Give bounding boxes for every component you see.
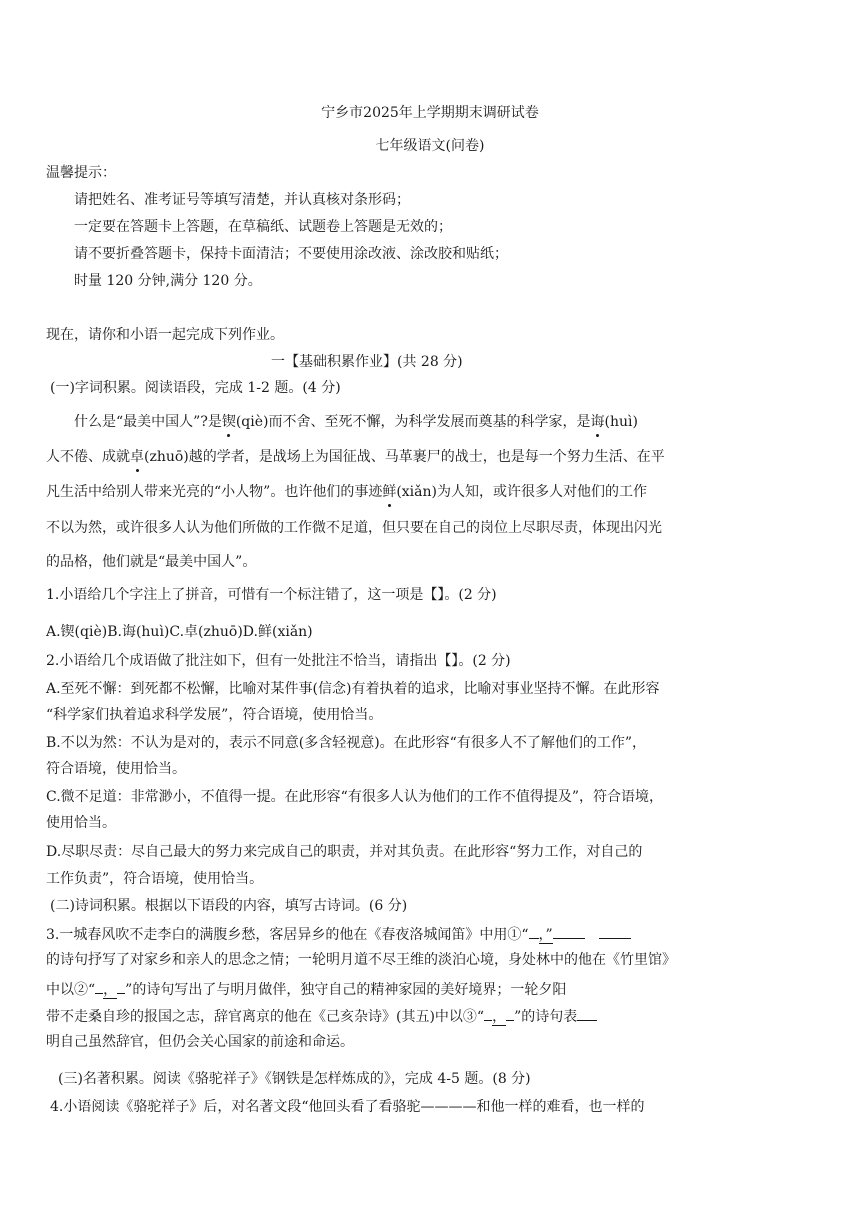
question-3-line-4: 带不走桑自珍的报国之志，辞官离京的他在《己亥杂诗》(其五)中以③“ ， ”的诗句表 [46,1006,597,1026]
dotted-char: 卓 [130,449,144,465]
q2-option-a: A.至死不懈：到死都不松懈，比喻对某件事(信念)有着执着的追求，比喻对事业坚持不懈。在此形容 [46,681,660,697]
intro-text: 现在，请你和小语一起完成下列作业。 [46,327,284,343]
question-4-stem: 4.小语阅读《骆驼祥子》后，对名著文段“他回头看了看骆驼————和他一样的难看，也一样的 [50,1099,645,1115]
tip-item: 一定要在答题卡上答题，在草稿纸、试题卷上答题是无效的； [74,219,452,235]
part2-heading: (二)诗词积累。根据以下语段的内容，填写古诗词。(6 分) [50,898,408,914]
dotted-char: 诲 [590,414,605,430]
passage-line-4: 不以为然，或许很多人认为他们所做的工作微不足道，但只要在自己的岗位上尽职尽责，体现出闪光 [46,520,662,536]
part3-heading: (三)名著积累。阅读《骆驼祥子》《钢铁是怎样炼成的》，完成 4-5 题。(8 分) [58,1071,531,1087]
question-3-line-1: 3.一城春风吹不走李白的满腹乡愁，客居异乡的他在《春夜洛城闻笛》中用①“ ，” [46,924,631,944]
question-3-line-5: 明自己虽然辞官，但仍会关心国家的前途和命运。 [46,1034,354,1050]
tip-item: 请不要折叠答题卡，保持卡面清洁；不要使用涂改液、涂改胶和贴纸； [74,246,508,262]
question-1-options: A.锲(qiè)B.诲(huì)C.卓(zhuō)D.鲜(xiǎn) [46,624,313,640]
poem-blank[interactable] [95,979,103,994]
dotted-char: 锲 [221,414,236,430]
q2-option-d-cont: 工作负责”，符合语境，使用恰当。 [46,871,264,887]
passage-line-2: 人不倦、成就卓(zhuō)越的学者，是战场上为国征战、马革裹尸的战士，也是每一个努力生活、在平 [46,449,665,465]
passage-line-5: 的品格，他们就是“最美中国人”。 [46,554,257,570]
poem-blank[interactable] [553,924,585,939]
tip-item: 请把姓名、准考证号等填写清楚，并认真核对条形码； [74,192,410,208]
passage-line-1: 什么是“最美中国人”?是锲(qiè)而不舍、至死不懈，为科学发展而奠基的科学家，是诲(huì) [74,414,638,430]
poem-blank[interactable] [529,924,539,939]
section1-title: 一【基础积累作业】(共 28 分) [271,354,463,370]
tip-item: 时量 120 分钟,满分 120 分。 [74,273,262,289]
part1-heading: (一)字词积累。阅读语段，完成 1-2 题。(4 分) [50,380,341,396]
q2-option-b-cont: 符合语境，使用恰当。 [46,761,186,777]
poem-blank[interactable] [484,1006,492,1021]
poem-blank[interactable] [599,924,631,939]
exam-subtitle: 七年级语文(问卷) [375,138,485,154]
question-1-stem: 1.小语给几个字注上了拼音，可惜有一个标注错了，这一项是【】。(2 分) [46,587,497,603]
poem-blank[interactable] [117,979,125,994]
exam-title: 宁乡市2025年上学期期末调研试卷 [321,105,539,121]
question-3-line-2: 的诗句抒写了对家乡和亲人的思念之情；一轮明月道不尽王维的淡泊心境，身处林中的他在《竹里馆》 [46,952,676,968]
question-3-line-3: 中以②“ ， ”的诗句写出了与明月做伴，独守自己的精神家园的美好境界；一轮夕阳 [46,979,566,999]
question-2-stem: 2.小语给几个成语做了批注如下，但有一处批注不恰当，请指出【】。(2 分) [46,653,511,669]
poem-blank[interactable] [506,1006,514,1021]
q2-option-d: D.尽职尽责：尽自己最大的努力来完成自己的职责，并对其负责。在此形容“努力工作，对自己的 [46,844,643,860]
tips-heading: 温馨提示： [46,165,116,181]
q2-option-c-cont: 使用恰当。 [46,815,116,831]
q2-option-b: B.不以为然：不认为是对的，表示不同意(多含轻视意)。在此形容“有很多人不了解他们的工作”， [46,735,646,751]
passage-line-3: 凡生活中给别人带来光亮的“小人物”。也许他们的事迹鲜(xiǎn)为人知，或许很多人对他们的工作 [46,484,647,500]
poem-blank[interactable] [577,1006,597,1021]
q2-option-a-cont: “科学家们执着追求科学发展”，符合语境，使用恰当。 [46,707,383,723]
q2-option-c: C.微不足道：非常渺小，不值得一提。在此形容“有很多人认为他们的工作不值得提及”，符合语境， [46,789,663,805]
dotted-char: 鲜 [382,484,397,500]
